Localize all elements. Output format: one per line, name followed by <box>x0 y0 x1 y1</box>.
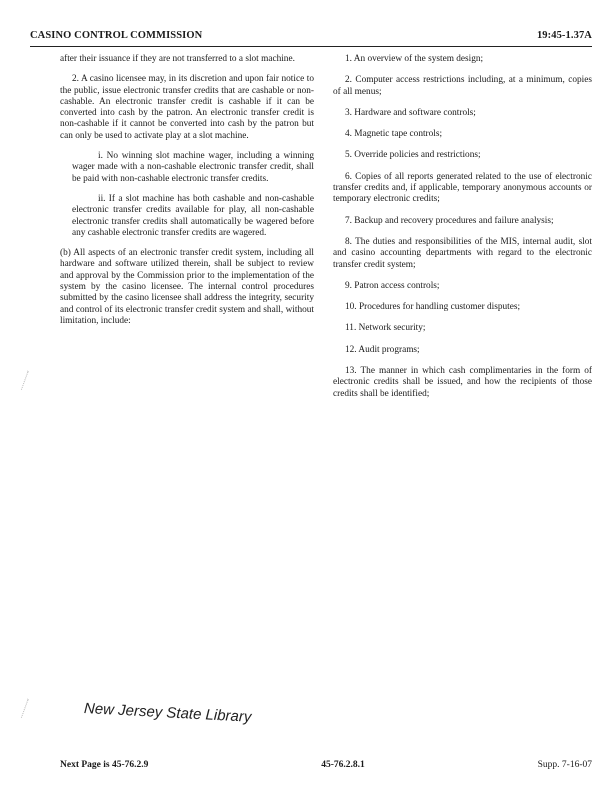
paragraph: 2. A casino licensee may, in its discretion and upon fair notice to the public, issue electronic transfer credits that are cashable or non-cashable. An electronic transfer credit is cashable if it can be converted into cash by the patron. An electronic transfer credit is non-cashable if it cannot be converted into cash by the patron but can only be used to activate play at a slot machine. <box>60 74 314 141</box>
list-item: 10. Procedures for handling customer disputes; <box>345 302 521 313</box>
list-item: 5. Override policies and restrictions; <box>345 150 481 161</box>
list-item: 3. Hardware and software controls; <box>345 107 476 118</box>
supplement-date: Supp. 7-16-07 <box>537 760 592 770</box>
paragraph: after their issuance if they are not transferred to a slot machine. <box>60 54 295 64</box>
paragraph: ii. If a slot machine has both cashable and non-cashable electronic transfer credits available for play, all non-cashable electronic transfer credits shall automatically be wagered before any cashable electronic transfer credits are wagered. <box>72 193 314 238</box>
paragraph: (b) All aspects of an electronic transfer credit system, including all hardware and software utilized therein, shall be subject to review and approval by the Commission prior to the implementation of the system by the casino licensee. The internal control procedures submitted by the casino licensee shall address the integrity, security and control of its electronic transfer credit system and shall, without limitation, include: <box>60 248 314 326</box>
left-column <box>60 54 314 336</box>
list-item: 7. Backup and recovery procedures and failure analysis; <box>345 215 554 226</box>
next-page-note: Next Page is 45-76.2.9 <box>60 760 149 770</box>
right-column <box>333 54 592 410</box>
list-item: 13. The manner in which cash complimentaries in the form of electronic credits shall be issued, and how the recipients of those credits shall be identified; <box>333 366 592 399</box>
paragraph: i. No winning slot machine wager, including a winning wager made with a non-cashable electronic transfer credit, shall be paid with non-cashable electronic transfer credits. <box>72 151 314 184</box>
list-item: 2. Computer access restrictions including, at a minimum, copies of all menus; <box>333 75 592 97</box>
header-rule <box>30 46 592 47</box>
scan-margin-mark <box>21 699 38 722</box>
library-stamp: New Jersey State Library <box>83 700 252 726</box>
list-item: 6. Copies of all reports generated related to the use of electronic transfer credits and, if applicable, temporary anonymous accounts or temporary electronic credits; <box>333 171 592 205</box>
list-item: 4. Magnetic tape controls; <box>345 129 443 140</box>
header-title: CASINO CONTROL COMMISSION <box>30 30 203 41</box>
list-item: 11. Network security; <box>345 323 426 334</box>
header-section-number: 19:45-1.37A <box>536 30 592 41</box>
list-item: 9. Patron access controls; <box>345 280 440 291</box>
list-item: 8. The duties and responsibilities of the MIS, internal audit, slot and casino accounting departments with regard to the electronic transfer credit system; <box>333 236 592 270</box>
page-footer <box>60 760 592 770</box>
list-item: 12. Audit programs; <box>345 344 420 355</box>
page-number: 45-76.2.8.1 <box>321 760 365 770</box>
running-header <box>30 30 592 41</box>
scan-margin-mark <box>21 371 38 394</box>
list-item: 1. An overview of the system design; <box>345 54 484 64</box>
